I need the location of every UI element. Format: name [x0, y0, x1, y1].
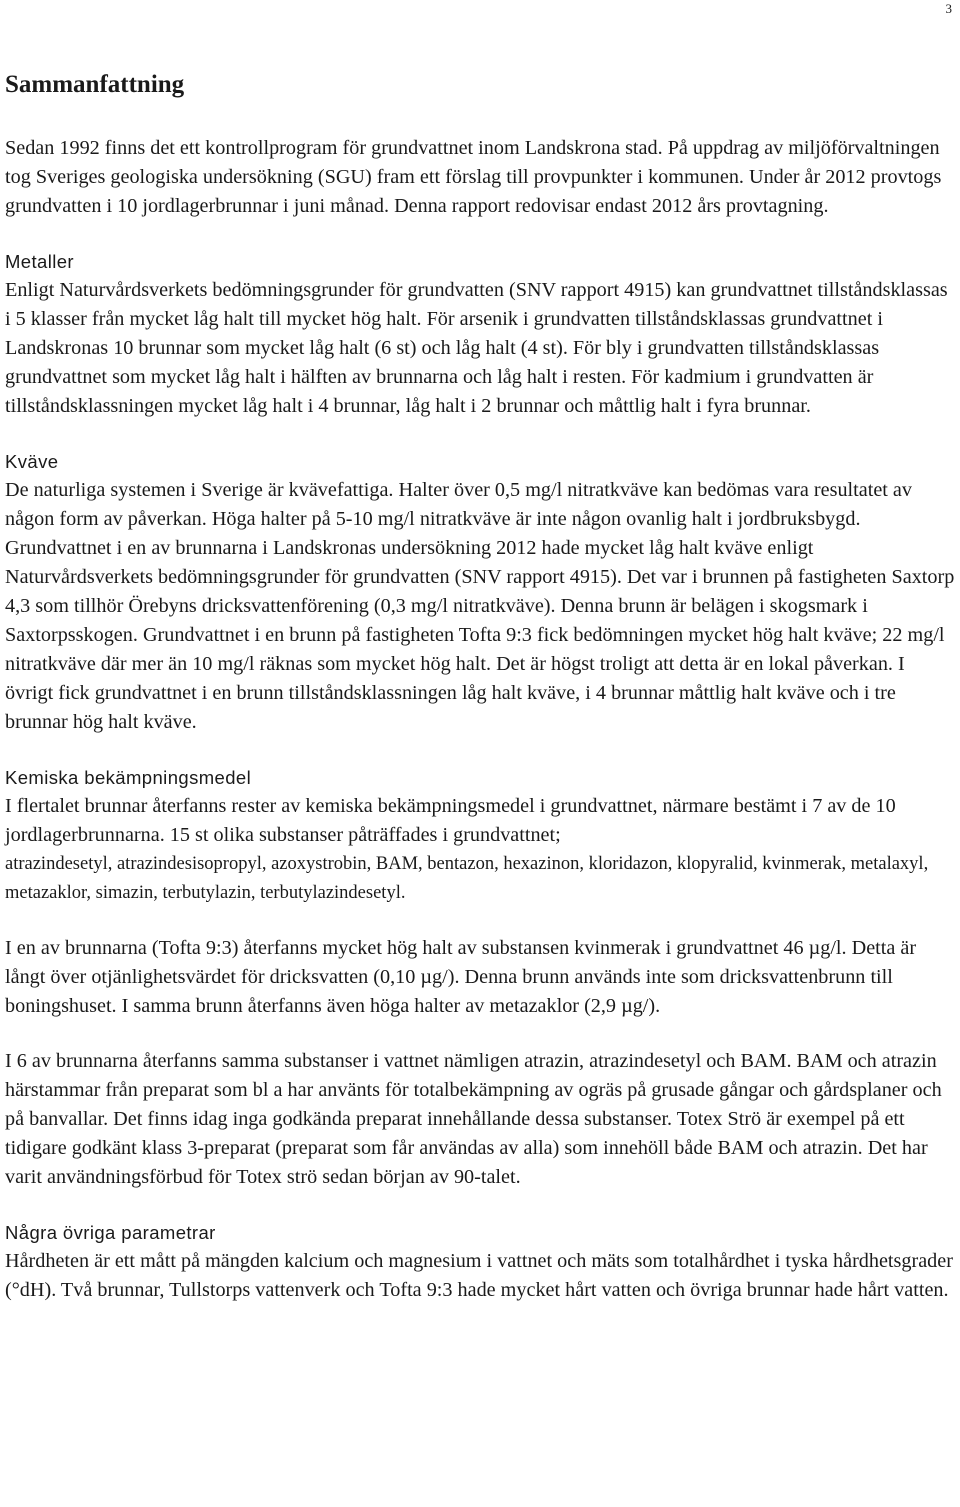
tofta-paragraph: I en av brunnarna (Tofta 9:3) återfanns mycket hög halt av substansen kvinmerak i grundvattnet 46 µg/l. Detta är långt över otjänlighetsvärdet för dricksvatten (0,10 µg/). Denna brunn används inte som dricksvattenbrunn till boningshuset. I samma brunn återfanns även höga halter av metazaklor (2,9 µg/). — [5, 937, 917, 1017]
ovriga-paragraph: Hårdheten är ett mått på mängden kalcium och magnesium i vattnet och mäts som totalhårdhet i tyska hårdhetsgrader (°dH). Två brunnar, Tullstorps vattenverk och Tofta 9:3 hade mycket hårt vatten och övriga brunnar hade hårt vatten. — [5, 1250, 953, 1301]
kvave-paragraph: De naturliga systemen i Sverige är kvävefattiga. Halter över 0,5 mg/l nitratkväve kan bedömas vara resultatet av någon form av påverkan. Höga halter på 5-10 mg/l nitratkväve är inte någon ovanlig halt i jordbruksbygd. Grundvattnet i en av brunnarna i Landskronas undersökning 2012 hade mycket låg halt kväve enligt Naturvårdsverkets bedömningsgrunder för grundvatten (SNV rapport 4915). Det var i brunnen på fastigheten Saxtorp 4,3 som tillhör Örebyns dricksvattenförening (0,3 mg/l nitratkväve). Denna brunn är belägen i skogsmark i Saxtorpsskogen. Grundvattnet i en brunn på fastigheten Tofta 9:3 fick bedömningen mycket hög halt kväve; 22 mg/l nitratkväve där mer än 10 mg/l räknas som mycket hög halt. Det är högst troligt att detta är en lokal påverkan. I övrigt fick grundvattnet i en brunn tillståndsklassningen låg halt kväve, i 4 brunnar måttlig halt kväve och i tre brunnar hög halt kväve. — [5, 479, 955, 733]
bekampning-heading: Kemiska bekämpningsmedel — [5, 767, 252, 788]
ovriga-heading: Några övriga parametrar — [5, 1222, 216, 1243]
metaller-paragraph: Enligt Naturvårdsverkets bedömningsgrunder för grundvatten (SNV rapport 4915) kan grundvattnet tillståndsklassas i 5 klasser från mycket låg halt till mycket hög halt. För arsenik i grundvatten tillståndsklassas grundvattnet i Landskronas 10 brunnar som mycket låg halt (6 st) och låg halt (4 st). För bly i grundvatten tillståndsklassas grundvattnet som mycket låg halt i hälften av brunnarna och låg halt i resten. För kadmium i grundvatten är tillståndsklassningen mycket låg halt i 4 brunnar, låg halt i 2 brunnar och måttlig halt i fyra brunnar. — [5, 279, 948, 417]
page-number: 3 — [945, 1, 952, 16]
document-page — [5, 66, 955, 1305]
intro-paragraph: Sedan 1992 finns det ett kontrollprogram för grundvattnet inom Landskrona stad. På uppdrag av miljöförvaltningen tog Sveriges geologiska undersökning (SGU) fram ett förslag till provpunkter i kommunen. Under år 2012 provtogs grundvatten i 10 jordlagerbrunnar i juni månad. Denna rapport redovisar endast 2012 års provtagning. — [5, 137, 942, 217]
substances-list: atrazindesetyl, atrazindesisopropyl, azoxystrobin, BAM, bentazon, hexazinon, kloridazon, klopyralid, kvinmerak, metalaxyl, metazaklor, simazin, terbutylazin, terbutylazindesetyl. — [5, 854, 929, 903]
metaller-heading: Metaller — [5, 251, 74, 272]
bekampning-paragraph: I flertalet brunnar återfanns rester av kemiska bekämpningsmedel i grundvattnet, närmare bestämt i 7 av de 10 jordlagerbrunnarna. 15 st olika substanser påträffades i grundvattnet; — [5, 795, 896, 846]
page-title: Sammanfattning — [5, 71, 185, 98]
six-wells-paragraph: I 6 av brunnarna återfanns samma substanser i vattnet nämligen atrazin, atrazindesetyl och BAM. BAM och atrazin härstammar från preparat som bl a har använts för totalbekämpning av ogräs på grusade gångar och gårdsplaner och på banvallar. Det finns idag inga godkända preparat innehållande dessa substanser. Totex Strö är exempel på ett tidigare godkänt klass 3-preparat (preparat som får användas av alla) som innehöll både BAM och atrazin. Det har varit användningsförbud för Totex strö sedan början av 90-talet. — [5, 1050, 942, 1188]
kvave-heading: Kväve — [5, 451, 59, 472]
